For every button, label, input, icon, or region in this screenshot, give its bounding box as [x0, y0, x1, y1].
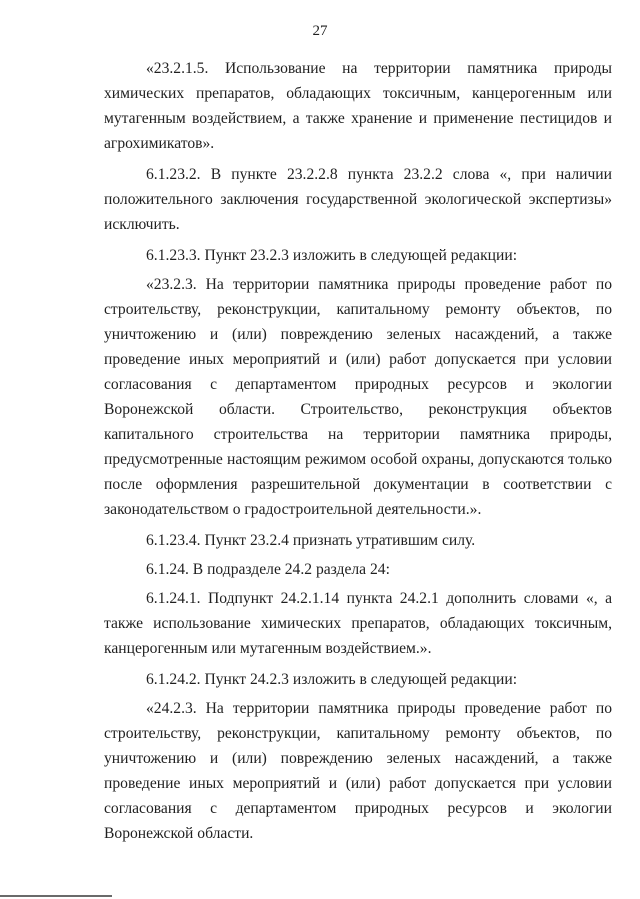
paragraph-6-1-23-4: 6.1.23.4. Пункт 23.2.4 признать утратившим силу.	[146, 532, 476, 549]
page-number: 27	[312, 23, 328, 39]
scan-edge-line	[0, 895, 112, 897]
paragraph-23-2-1-5: «23.2.1.5. Использование на территории памятника природы химических препаратов, обладающих токсичным, канцерогенным или мутагенным воздействием, а также хранение и применение пестицидов и агрохимикатов».	[104, 60, 612, 152]
paragraph-6-1-23-2: 6.1.23.2. В пункте 23.2.2.8 пункта 23.2.2 слова «, при наличии положительного заключения государственной экологической экспертизы» исключить.	[104, 166, 612, 233]
paragraph-6-1-24-2: 6.1.24.2. Пункт 24.2.3 изложить в следующей редакции:	[146, 671, 518, 688]
paragraph-6-1-24-1: 6.1.24.1. Подпункт 24.2.1.14 пункта 24.2.1 дополнить словами «, а также использование химических препаратов, обладающих токсичным, канцерогенным или мутагенным воздействием.».	[104, 590, 612, 657]
paragraph-23-2-3-text: «23.2.3. На территории памятника природы проведение работ по строительству, реконструкции, капитальному ремонту объектов, по уничтожению и (или) повреждению зеленых насаждений, а также проведение иных мероприятий и (или) работ допускается при условии согласования с департаментом природных ресурсов и экологии Воронежской области. Строительство, реконструкция объектов капитального строительства на территории памятника природы, предусмотренные настоящим режимом особой охраны, допускаются только после оформления разрешительной документации в соответствии с законодательством о градостроительной деятельности.».	[104, 276, 612, 518]
paragraph-6-1-24: 6.1.24. В подразделе 24.2 раздела 24:	[146, 561, 390, 578]
document-body	[104, 56, 612, 852]
paragraph-24-2-3-text: «24.2.3. На территории памятника природы проведение работ по строительству, реконструкции, капитальному ремонту объектов, по уничтожению и (или) повреждению зеленых насаждений, а также проведение иных мероприятий и (или) работ допускается при условии согласования с департаментом природных ресурсов и экологии Воронежской области.	[104, 700, 612, 842]
paragraph-6-1-23-3: 6.1.23.3. Пункт 23.2.3 изложить в следующей редакции:	[146, 247, 518, 264]
